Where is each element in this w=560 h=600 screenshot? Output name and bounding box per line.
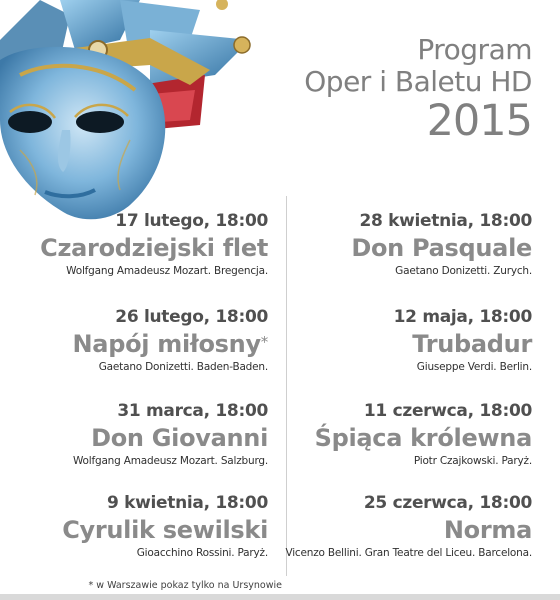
event-date: 12 maja, 18:00 [393, 307, 532, 327]
event-info: Wolfgang Amadeusz Mozart. Salzburg. [72, 455, 268, 467]
footnote: * w Warszawie pokaz tylko na Ursynowie [88, 580, 282, 591]
event-info: Giuseppe Verdi. Berlin. [416, 361, 532, 373]
event-don-pasquale [270, 210, 532, 278]
event-info: Gaetano Donizetti. Baden-Baden. [98, 361, 268, 373]
event-title: Don Pasquale [351, 234, 532, 262]
program-header [304, 34, 532, 144]
event-title: Czarodziejski flet [40, 234, 268, 262]
event-date: 25 czerwca, 18:00 [363, 493, 532, 513]
event-don-giovanni [6, 400, 268, 468]
event-date: 31 marca, 18:00 [117, 401, 268, 421]
event-title [6, 328, 268, 360]
event-title: Don Giovanni [91, 424, 268, 452]
event-info: Gaetano Donizetti. Zurych. [395, 265, 532, 277]
header-year: 2015 [426, 96, 532, 146]
event-spiaca-krolewna [270, 400, 532, 468]
event-title: Norma [443, 516, 532, 544]
event-czarodziejski-flet [6, 210, 268, 278]
event-title: Cyrulik sewilski [62, 516, 268, 544]
event-info: Piotr Czajkowski. Paryż. [413, 455, 532, 467]
event-title-text: Napój miłosny [72, 330, 261, 358]
event-cyrulik-sewilski [6, 492, 268, 560]
event-info: Gioacchino Rossini. Paryż. [136, 547, 268, 559]
header-line-program: Program [417, 33, 532, 66]
event-date: 9 kwietnia, 18:00 [106, 493, 268, 513]
event-date: 26 lutego, 18:00 [115, 307, 268, 327]
event-info: Vicenzo Bellini. Gran Teatre del Liceu. Barcelona. [285, 547, 532, 559]
event-trubadur [270, 306, 532, 374]
event-info: Wolfgang Amadeusz Mozart. Bregencja. [66, 265, 268, 277]
bottom-bar [0, 594, 560, 600]
event-date: 11 czerwca, 18:00 [363, 401, 532, 421]
event-napoj-milosny [6, 306, 268, 374]
event-title: Trubadur [412, 330, 532, 358]
footnote-marker: * [260, 333, 268, 351]
event-norma [270, 492, 532, 560]
event-date: 28 kwietnia, 18:00 [359, 211, 532, 231]
event-title: Śpiąca królewna [314, 424, 532, 452]
venetian-mask-image [0, 0, 270, 230]
header-line-subtitle: Oper i Baletu HD [304, 65, 532, 98]
event-date: 17 lutego, 18:00 [115, 211, 268, 231]
